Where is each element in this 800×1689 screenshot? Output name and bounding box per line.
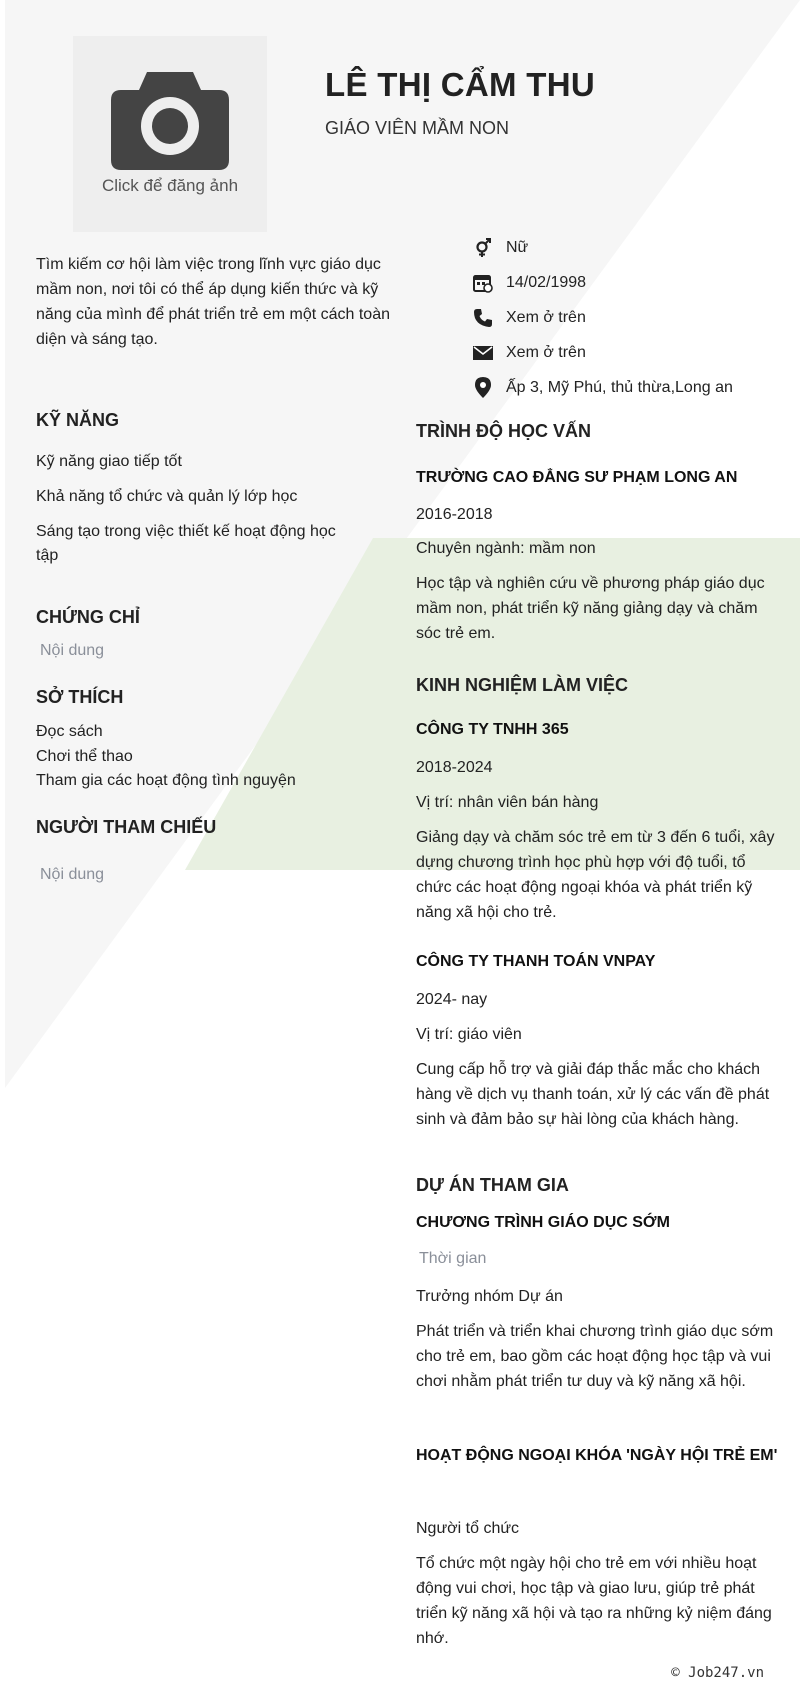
location-icon (472, 377, 494, 399)
hobby-item: Chơi thể thao (36, 748, 133, 765)
hobby-item: Tham gia các hoạt động tình nguyện (36, 772, 296, 789)
certificates-placeholder[interactable]: Nội dung (40, 642, 105, 659)
project-name: CHƯƠNG TRÌNH GIÁO DỤC SỚM (416, 1214, 670, 1231)
education-description: Học tập và nghiên cứu về phương pháp giáo dục mầm non, phát triển kỹ năng giảng dạy và chăm sóc trẻ em. (416, 575, 765, 642)
contact-email-value: Xem ở trên (506, 343, 586, 361)
education-title: TRÌNH ĐỘ HỌC VẤN (416, 421, 591, 441)
project-time-placeholder[interactable]: Thời gian (419, 1250, 487, 1267)
project-description: Phát triển và triển khai chương trình giáo dục sớm cho trẻ em, bao gồm các hoạt động học tập và vui chơi nhằm phát triển tư duy và kỹ năng xã hội. (416, 1323, 774, 1390)
phone-icon (472, 307, 494, 329)
contact-info (472, 230, 792, 405)
experience-description: Cung cấp hỗ trợ và giải đáp thắc mắc cho khách hàng về dịch vụ thanh toán, xử lý các vấn đề phát sinh và đảm bảo sự hài lòng của khách hàng. (416, 1061, 770, 1128)
experience-position: Vị trí: giáo viên (416, 1026, 522, 1043)
career-objective: Tìm kiếm cơ hội làm việc trong lĩnh vực giáo dục mầm non, nơi tôi có thể áp dụng kiến thức và kỹ năng của mình để phát triển trẻ em một cách toàn diện và sáng tạo. (36, 256, 390, 348)
contact-address (472, 370, 792, 405)
project-role: Trưởng nhóm Dự án (416, 1288, 563, 1305)
contact-address-value: Ấp 3, Mỹ Phú, thủ thừa,Long an (506, 378, 733, 396)
experience-description: Giảng dạy và chăm sóc trẻ em từ 3 đến 6 tuổi, xây dựng chương trình học phù hợp với độ tuổi, tổ chức các hoạt động ngoại khóa và phát triển kỹ năng xã hội cho trẻ. (416, 829, 775, 921)
hobbies-title: SỞ THÍCH (36, 687, 124, 707)
skill-item: Sáng tạo trong việc thiết kế hoạt động học tập (36, 523, 336, 564)
skill-item: Khả năng tổ chức và quản lý lớp học (36, 488, 298, 505)
skill-item: Kỹ năng giao tiếp tốt (36, 453, 182, 470)
gender-icon (472, 237, 494, 259)
education-school: TRƯỜNG CAO ĐẲNG SƯ PHẠM LONG AN (416, 469, 738, 486)
contact-gender-value: Nữ (506, 238, 529, 256)
references-title: NGƯỜI THAM CHIẾU (36, 817, 217, 837)
experience-period: 2018-2024 (416, 759, 493, 776)
project-role: Người tổ chức (416, 1520, 520, 1537)
references-placeholder[interactable]: Nội dung (40, 866, 105, 883)
contact-email (472, 335, 792, 370)
contact-birthday (472, 265, 792, 300)
hobby-item: Đọc sách (36, 723, 103, 740)
photo-upload[interactable] (73, 36, 267, 232)
contact-phone-value: Xem ở trên (506, 308, 586, 326)
candidate-name: LÊ THỊ CẨM THU (325, 66, 596, 103)
experience-position: Vị trí: nhân viên bán hàng (416, 794, 599, 811)
certificates-title: CHỨNG CHỈ (36, 607, 140, 627)
email-icon (472, 342, 494, 364)
project-description: Tổ chức một ngày hội cho trẻ em với nhiều hoạt động vui chơi, học tập và giao lưu, giúp trẻ phát triển kỹ năng xã hội và tạo ra những kỷ niệm đáng nhớ. (416, 1555, 772, 1647)
contact-phone (472, 300, 792, 335)
experience-company: CÔNG TY THANH TOÁN VNPAY (416, 953, 656, 970)
project-name: HOẠT ĐỘNG NGOẠI KHÓA 'NGÀY HỘI TRẺ EM' (416, 1447, 778, 1464)
education-major: Chuyên ngành: mầm non (416, 540, 596, 557)
candidate-title: GIÁO VIÊN MẦM NON (325, 118, 510, 138)
contact-birthday-value: 14/02/1998 (506, 273, 587, 291)
calendar-icon (472, 272, 494, 294)
footer-brand: © Job247.vn (671, 1665, 764, 1681)
camera-icon (111, 64, 229, 170)
skills-title: KỸ NĂNG (36, 410, 120, 430)
experience-period: 2024- nay (416, 991, 488, 1008)
experience-title: KINH NGHIỆM LÀM VIỆC (416, 675, 629, 695)
experience-company: CÔNG TY TNHH 365 (416, 721, 569, 738)
projects-title: DỰ ÁN THAM GIA (416, 1175, 569, 1195)
photo-upload-label: Click để đăng ảnh (101, 176, 239, 195)
education-period: 2016-2018 (416, 506, 493, 523)
contact-gender (472, 230, 792, 265)
